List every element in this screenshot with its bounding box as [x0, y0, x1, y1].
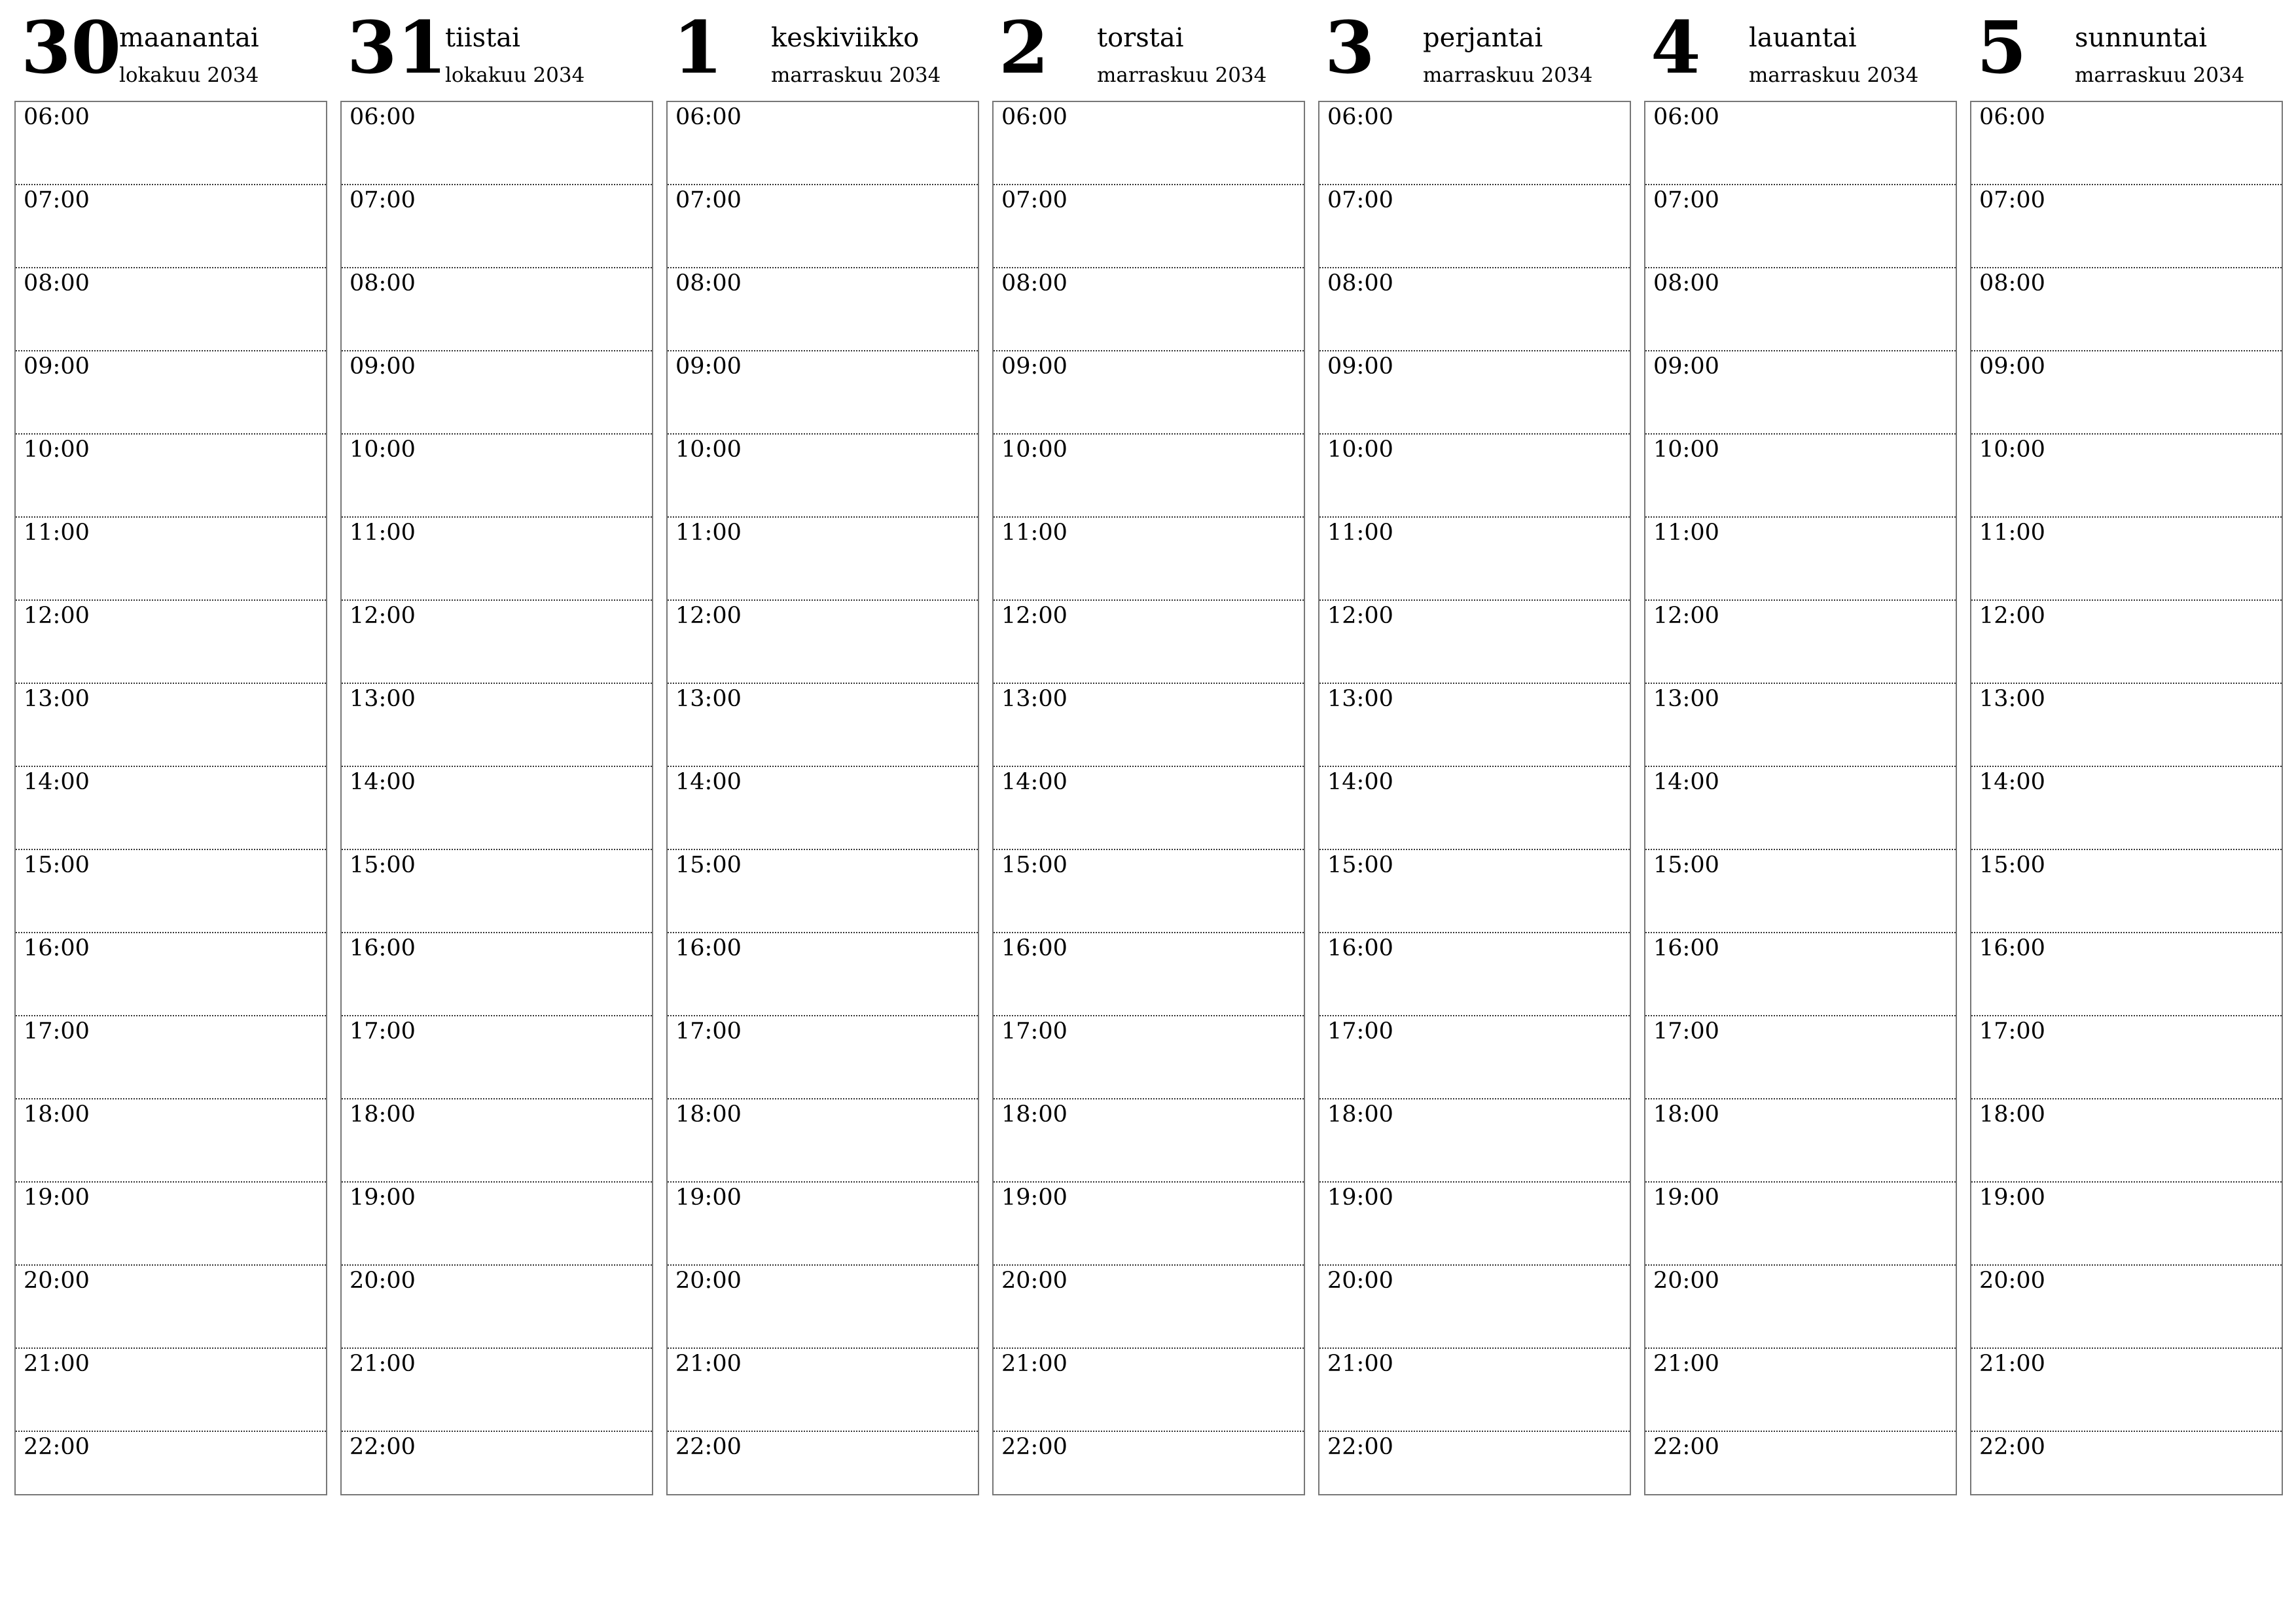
hour-slot[interactable] [668, 850, 978, 933]
month-year: lokakuu 2034 [119, 63, 259, 87]
weekday-name: perjantai [1423, 23, 1543, 53]
hour-slot[interactable] [1319, 518, 1630, 601]
hour-slot[interactable] [1971, 767, 2282, 850]
hour-label: 15:00 [24, 852, 90, 878]
hour-slot[interactable] [1319, 601, 1630, 684]
hour-label: 15:00 [1001, 852, 1067, 878]
hour-slot[interactable] [1645, 850, 1956, 933]
hour-label: 21:00 [1979, 1351, 2045, 1377]
hour-slot[interactable] [1971, 518, 2282, 601]
hour-label: 20:00 [350, 1268, 416, 1294]
month-year: marraskuu 2034 [1749, 63, 1919, 87]
hour-slot[interactable] [668, 1349, 978, 1432]
hour-slot[interactable] [1645, 1432, 1956, 1514]
hour-label: 12:00 [1653, 603, 1719, 629]
hour-slot[interactable] [1645, 268, 1956, 351]
hour-label: 18:00 [350, 1101, 416, 1128]
hour-slot[interactable] [16, 1016, 326, 1099]
hour-label: 12:00 [1979, 603, 2045, 629]
hour-label: 07:00 [1327, 187, 1393, 213]
hour-label: 08:00 [1979, 270, 2045, 296]
hour-label: 13:00 [1979, 686, 2045, 712]
hour-label: 20:00 [1327, 1268, 1393, 1294]
hour-slot[interactable] [994, 1266, 1304, 1349]
hour-label: 16:00 [24, 935, 90, 961]
hour-slot[interactable] [668, 684, 978, 767]
hour-slot[interactable] [668, 1016, 978, 1099]
hour-slot[interactable] [1319, 102, 1630, 185]
hour-slot[interactable] [668, 102, 978, 185]
hour-label: 07:00 [1001, 187, 1067, 213]
weekday-name: torstai [1097, 23, 1184, 53]
hour-label: 11:00 [1979, 520, 2045, 546]
hour-slot[interactable] [668, 1099, 978, 1183]
day-number: 5 [1977, 5, 2027, 90]
hour-label: 09:00 [675, 353, 742, 380]
hour-slot[interactable] [1645, 1183, 1956, 1266]
hour-label: 16:00 [350, 935, 416, 961]
hour-slot[interactable] [342, 351, 652, 435]
hour-slot[interactable] [1645, 102, 1956, 185]
hour-label: 09:00 [1653, 353, 1719, 380]
hour-slot[interactable] [16, 767, 326, 850]
day-schedule-box [992, 101, 1305, 1495]
hour-label: 18:00 [1979, 1101, 2045, 1128]
hour-slot[interactable] [16, 1432, 326, 1514]
hour-label: 15:00 [1327, 852, 1393, 878]
day-schedule-box [1644, 101, 1957, 1495]
hour-slot[interactable] [994, 1016, 1304, 1099]
hour-slot[interactable] [16, 1266, 326, 1349]
hour-label: 13:00 [350, 686, 416, 712]
hour-label: 20:00 [1979, 1268, 2045, 1294]
hour-slot[interactable] [1319, 1432, 1630, 1514]
hour-label: 12:00 [1327, 603, 1393, 629]
hour-slot[interactable] [16, 268, 326, 351]
hour-label: 21:00 [675, 1351, 742, 1377]
hour-label: 22:00 [1001, 1434, 1067, 1460]
day-number: 4 [1651, 5, 1701, 90]
hour-label: 06:00 [675, 104, 742, 130]
hour-label: 12:00 [1001, 603, 1067, 629]
hour-label: 06:00 [1979, 104, 2045, 130]
hour-slot[interactable] [994, 767, 1304, 850]
hour-label: 14:00 [1653, 769, 1719, 795]
hour-slot[interactable] [16, 601, 326, 684]
hour-slot[interactable] [1645, 1099, 1956, 1183]
hour-label: 18:00 [1001, 1101, 1067, 1128]
hour-slot[interactable] [1971, 1432, 2282, 1514]
hour-label: 19:00 [1327, 1185, 1393, 1211]
hour-slot[interactable] [1645, 1016, 1956, 1099]
hour-slot[interactable] [16, 684, 326, 767]
hour-label: 16:00 [1979, 935, 2045, 961]
hour-slot[interactable] [994, 1183, 1304, 1266]
hour-label: 19:00 [24, 1185, 90, 1211]
hour-slot[interactable] [1645, 1266, 1956, 1349]
hour-label: 06:00 [350, 104, 416, 130]
hour-slot[interactable] [1971, 1183, 2282, 1266]
hour-slot[interactable] [1319, 1266, 1630, 1349]
hour-label: 16:00 [675, 935, 742, 961]
hour-label: 19:00 [675, 1185, 742, 1211]
hour-slot[interactable] [16, 1349, 326, 1432]
hour-label: 06:00 [24, 104, 90, 130]
hour-slot[interactable] [994, 268, 1304, 351]
hour-label: 07:00 [24, 187, 90, 213]
hour-slot[interactable] [1319, 351, 1630, 435]
hour-label: 12:00 [350, 603, 416, 629]
day-number: 30 [21, 5, 122, 90]
hour-label: 14:00 [1001, 769, 1067, 795]
hour-slot[interactable] [342, 1432, 652, 1514]
hour-slot[interactable] [1319, 1183, 1630, 1266]
hour-slot[interactable] [1645, 767, 1956, 850]
hour-slot[interactable] [342, 268, 652, 351]
hour-label: 10:00 [1327, 437, 1393, 463]
weekday-name: tiistai [445, 23, 520, 53]
hour-label: 10:00 [675, 437, 742, 463]
hour-label: 20:00 [1001, 1268, 1067, 1294]
hour-label: 14:00 [1327, 769, 1393, 795]
hour-slot[interactable] [994, 1349, 1304, 1432]
hour-label: 13:00 [675, 686, 742, 712]
hour-label: 22:00 [24, 1434, 90, 1460]
month-year: marraskuu 2034 [1097, 63, 1267, 87]
hour-label: 16:00 [1001, 935, 1067, 961]
hour-label: 17:00 [24, 1018, 90, 1044]
hour-slot[interactable] [342, 1266, 652, 1349]
hour-label: 18:00 [675, 1101, 742, 1128]
hour-label: 15:00 [350, 852, 416, 878]
hour-label: 13:00 [24, 686, 90, 712]
hour-label: 06:00 [1001, 104, 1067, 130]
hour-slot[interactable] [668, 767, 978, 850]
hour-label: 09:00 [1327, 353, 1393, 380]
hour-slot[interactable] [668, 185, 978, 268]
day-schedule-box [1970, 101, 2283, 1495]
hour-slot[interactable] [668, 351, 978, 435]
hour-slot[interactable] [1645, 435, 1956, 518]
hour-slot[interactable] [342, 435, 652, 518]
day-schedule-box [666, 101, 979, 1495]
hour-label: 13:00 [1653, 686, 1719, 712]
hour-label: 10:00 [24, 437, 90, 463]
hour-label: 12:00 [675, 603, 742, 629]
hour-slot[interactable] [342, 1016, 652, 1099]
hour-label: 19:00 [1653, 1185, 1719, 1211]
hour-slot[interactable] [668, 518, 978, 601]
hour-label: 09:00 [24, 353, 90, 380]
hour-label: 09:00 [350, 353, 416, 380]
hour-label: 19:00 [1001, 1185, 1067, 1211]
hour-slot[interactable] [1319, 1099, 1630, 1183]
hour-label: 20:00 [675, 1268, 742, 1294]
hour-label: 10:00 [350, 437, 416, 463]
hour-label: 14:00 [24, 769, 90, 795]
hour-label: 11:00 [1001, 520, 1067, 546]
hour-slot[interactable] [342, 767, 652, 850]
hour-slot[interactable] [668, 1432, 978, 1514]
hour-slot[interactable] [1971, 850, 2282, 933]
hour-slot[interactable] [1971, 684, 2282, 767]
hour-slot[interactable] [1319, 185, 1630, 268]
weekday-name: keskiviikko [771, 23, 920, 53]
hour-slot[interactable] [1971, 601, 2282, 684]
month-year: marraskuu 2034 [771, 63, 941, 87]
day-schedule-box [14, 101, 327, 1495]
hour-label: 10:00 [1001, 437, 1067, 463]
hour-slot[interactable] [994, 1099, 1304, 1183]
hour-slot[interactable] [1971, 1016, 2282, 1099]
hour-slot[interactable] [1645, 684, 1956, 767]
hour-slot[interactable] [16, 1099, 326, 1183]
hour-label: 10:00 [1653, 437, 1719, 463]
hour-slot[interactable] [1971, 933, 2282, 1016]
hour-slot[interactable] [342, 102, 652, 185]
hour-slot[interactable] [1319, 767, 1630, 850]
hour-label: 14:00 [1979, 769, 2045, 795]
hour-slot[interactable] [1645, 601, 1956, 684]
hour-slot[interactable] [1645, 351, 1956, 435]
hour-slot[interactable] [994, 933, 1304, 1016]
day-number: 2 [999, 5, 1049, 90]
hour-label: 19:00 [1979, 1185, 2045, 1211]
hour-label: 15:00 [675, 852, 742, 878]
hour-label: 17:00 [1979, 1018, 2045, 1044]
hour-label: 11:00 [350, 520, 416, 546]
hour-slot[interactable] [1645, 185, 1956, 268]
hour-label: 16:00 [1653, 935, 1719, 961]
hour-slot[interactable] [1971, 435, 2282, 518]
hour-slot[interactable] [994, 684, 1304, 767]
hour-label: 11:00 [24, 520, 90, 546]
hour-label: 22:00 [1979, 1434, 2045, 1460]
hour-slot[interactable] [16, 351, 326, 435]
hour-slot[interactable] [342, 601, 652, 684]
hour-slot[interactable] [1971, 268, 2282, 351]
day-schedule-box [340, 101, 653, 1495]
hour-slot[interactable] [16, 185, 326, 268]
hour-slot[interactable] [342, 684, 652, 767]
hour-slot[interactable] [994, 850, 1304, 933]
month-year: marraskuu 2034 [1423, 63, 1593, 87]
hour-label: 22:00 [350, 1434, 416, 1460]
hour-slot[interactable] [994, 185, 1304, 268]
hour-label: 12:00 [24, 603, 90, 629]
hour-label: 14:00 [675, 769, 742, 795]
weekday-name: sunnuntai [2075, 23, 2208, 53]
hour-slot[interactable] [16, 518, 326, 601]
hour-slot[interactable] [1971, 351, 2282, 435]
hour-slot[interactable] [1971, 185, 2282, 268]
hour-label: 11:00 [1327, 520, 1393, 546]
hour-label: 17:00 [1001, 1018, 1067, 1044]
hour-slot[interactable] [1319, 850, 1630, 933]
hour-slot[interactable] [342, 185, 652, 268]
hour-slot[interactable] [342, 933, 652, 1016]
hour-label: 17:00 [1327, 1018, 1393, 1044]
hour-label: 11:00 [675, 520, 742, 546]
hour-slot[interactable] [668, 268, 978, 351]
hour-slot[interactable] [1971, 1266, 2282, 1349]
hour-slot[interactable] [668, 1266, 978, 1349]
hour-slot[interactable] [1971, 102, 2282, 185]
hour-label: 18:00 [1653, 1101, 1719, 1128]
hour-slot[interactable] [994, 601, 1304, 684]
hour-label: 18:00 [1327, 1101, 1393, 1128]
hour-slot[interactable] [994, 102, 1304, 185]
hour-label: 11:00 [1653, 520, 1719, 546]
hour-slot[interactable] [16, 933, 326, 1016]
hour-slot[interactable] [1319, 1016, 1630, 1099]
hour-label: 21:00 [1653, 1351, 1719, 1377]
month-year: lokakuu 2034 [445, 63, 585, 87]
hour-slot[interactable] [668, 1183, 978, 1266]
hour-label: 22:00 [675, 1434, 742, 1460]
hour-slot[interactable] [994, 435, 1304, 518]
hour-label: 14:00 [350, 769, 416, 795]
hour-slot[interactable] [668, 933, 978, 1016]
hour-label: 17:00 [350, 1018, 416, 1044]
hour-label: 20:00 [1653, 1268, 1719, 1294]
hour-slot[interactable] [1319, 933, 1630, 1016]
hour-slot[interactable] [342, 518, 652, 601]
hour-label: 15:00 [1979, 852, 2045, 878]
hour-label: 15:00 [1653, 852, 1719, 878]
hour-label: 17:00 [675, 1018, 742, 1044]
day-number: 3 [1325, 5, 1375, 90]
hour-label: 08:00 [24, 270, 90, 296]
hour-label: 08:00 [350, 270, 416, 296]
hour-label: 09:00 [1979, 353, 2045, 380]
hour-slot[interactable] [342, 850, 652, 933]
hour-label: 10:00 [1979, 437, 2045, 463]
hour-label: 08:00 [675, 270, 742, 296]
hour-label: 08:00 [1327, 270, 1393, 296]
hour-slot[interactable] [342, 1183, 652, 1266]
hour-slot[interactable] [1971, 1349, 2282, 1432]
hour-label: 07:00 [350, 187, 416, 213]
hour-slot[interactable] [342, 1349, 652, 1432]
hour-slot[interactable] [16, 850, 326, 933]
hour-label: 17:00 [1653, 1018, 1719, 1044]
hour-slot[interactable] [668, 435, 978, 518]
hour-label: 08:00 [1001, 270, 1067, 296]
hour-slot[interactable] [16, 102, 326, 185]
hour-slot[interactable] [668, 601, 978, 684]
hour-slot[interactable] [1319, 684, 1630, 767]
month-year: marraskuu 2034 [2075, 63, 2245, 87]
hour-label: 13:00 [1327, 686, 1393, 712]
hour-slot[interactable] [1319, 435, 1630, 518]
hour-label: 21:00 [350, 1351, 416, 1377]
hour-slot[interactable] [994, 351, 1304, 435]
hour-label: 16:00 [1327, 935, 1393, 961]
hour-label: 07:00 [1653, 187, 1719, 213]
hour-slot[interactable] [1645, 1349, 1956, 1432]
hour-slot[interactable] [1645, 933, 1956, 1016]
hour-label: 09:00 [1001, 353, 1067, 380]
hour-label: 22:00 [1653, 1434, 1719, 1460]
hour-label: 21:00 [1001, 1351, 1067, 1377]
hour-label: 13:00 [1001, 686, 1067, 712]
hour-label: 19:00 [350, 1185, 416, 1211]
hour-slot[interactable] [1319, 1349, 1630, 1432]
day-schedule-box [1318, 101, 1631, 1495]
hour-label: 06:00 [1327, 104, 1393, 130]
hour-label: 21:00 [24, 1351, 90, 1377]
hour-slot[interactable] [342, 1099, 652, 1183]
day-number: 31 [347, 5, 448, 90]
hour-label: 07:00 [675, 187, 742, 213]
hour-slot[interactable] [1319, 268, 1630, 351]
hour-slot[interactable] [994, 518, 1304, 601]
weekday-name: maanantai [119, 23, 259, 53]
weekday-name: lauantai [1749, 23, 1857, 53]
day-number: 1 [673, 5, 723, 90]
hour-slot[interactable] [994, 1432, 1304, 1514]
hour-label: 20:00 [24, 1268, 90, 1294]
hour-slot[interactable] [1971, 1099, 2282, 1183]
hour-label: 06:00 [1653, 104, 1719, 130]
hour-label: 22:00 [1327, 1434, 1393, 1460]
hour-slot[interactable] [16, 435, 326, 518]
hour-slot[interactable] [16, 1183, 326, 1266]
hour-label: 07:00 [1979, 187, 2045, 213]
hour-label: 21:00 [1327, 1351, 1393, 1377]
hour-slot[interactable] [1645, 518, 1956, 601]
hour-label: 18:00 [24, 1101, 90, 1128]
hour-label: 08:00 [1653, 270, 1719, 296]
